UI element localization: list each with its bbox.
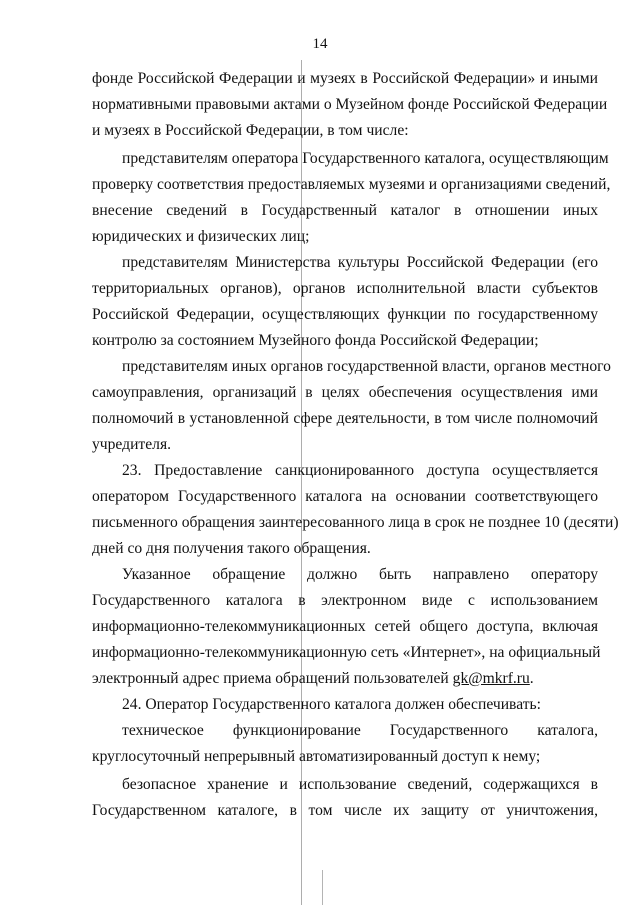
text-line: Государственном каталоге, в том числе их защиту от уничтожения, [92,802,598,819]
text-line: юридических и физических лиц; [92,228,310,245]
text-line: нормативными правовыми актами о Музейном фонде Российской Федерации [92,96,608,113]
text-line: проверку соответствия предоставляемых музеями и организациями сведений, [92,176,611,193]
text-line: письменного обращения заинтересованного лица в срок не позднее 10 (десяти) [92,514,619,531]
text-line: фонде Российской Федерации и музеях в Российской Федерации» и иными [92,70,598,87]
text-line: оператором Государственного каталога на основании соответствующего [92,488,598,505]
text-line: внесение сведений в Государственный каталог в отношении иных [92,202,598,219]
text-line: территориальных органов), органов исполнительной власти субъектов [92,280,598,297]
text-line: Российской Федерации, осуществляющих функции по государственному [92,306,598,323]
page-number: 14 [312,36,328,52]
text-line: полномочий в установленной сфере деятельности, в том числе полномочий [92,410,598,427]
text-line: самоуправления, организаций в целях обеспечения осуществления ими [92,384,598,401]
text-line [92,670,598,688]
text-line: и музеях в Российской Федерации, в том числе: [92,122,409,139]
scan-fold-line-lower [322,870,323,905]
email-suffix: . [529,670,534,687]
text-line: круглосуточный непрерывный автоматизированный доступ к нему; [92,748,541,765]
text-line: информационно-телекоммуникационных сетей общего доступа, включая [92,618,598,635]
email-link[interactable]: gk@mkrf.ru [452,670,530,687]
text-line: 23. Предоставление санкционированного доступа осуществляется [122,462,598,479]
text-line: техническое функционирование Государственного каталога, [122,722,598,739]
text-line: дней со дня получения такого обращения. [92,540,371,557]
text-line: 24. Оператор Государственного каталога должен обеспечивать: [122,696,541,713]
text-line: Указанное обращение должно быть направлено оператору [122,566,598,583]
text-line: контролю за состоянием Музейного фонда Российской Федерации; [92,332,539,349]
text-line-content: электронный адрес приема обращений пользователей [92,670,453,687]
text-line: учредителя. [92,436,172,453]
text-line: информационно-телекоммуникационную сеть «Интернет», на официальный [92,644,601,661]
text-line: представителям Министерства культуры Российской Федерации (его [122,254,598,271]
text-line: представителям оператора Государственного каталога, осуществляющим [122,150,609,167]
text-line: представителям иных органов государственной власти, органов местного [122,358,611,375]
text-line: безопасное хранение и использование сведений, содержащихся в [122,776,598,793]
text-line: Государственного каталога в электронном виде с использованием [92,592,598,609]
